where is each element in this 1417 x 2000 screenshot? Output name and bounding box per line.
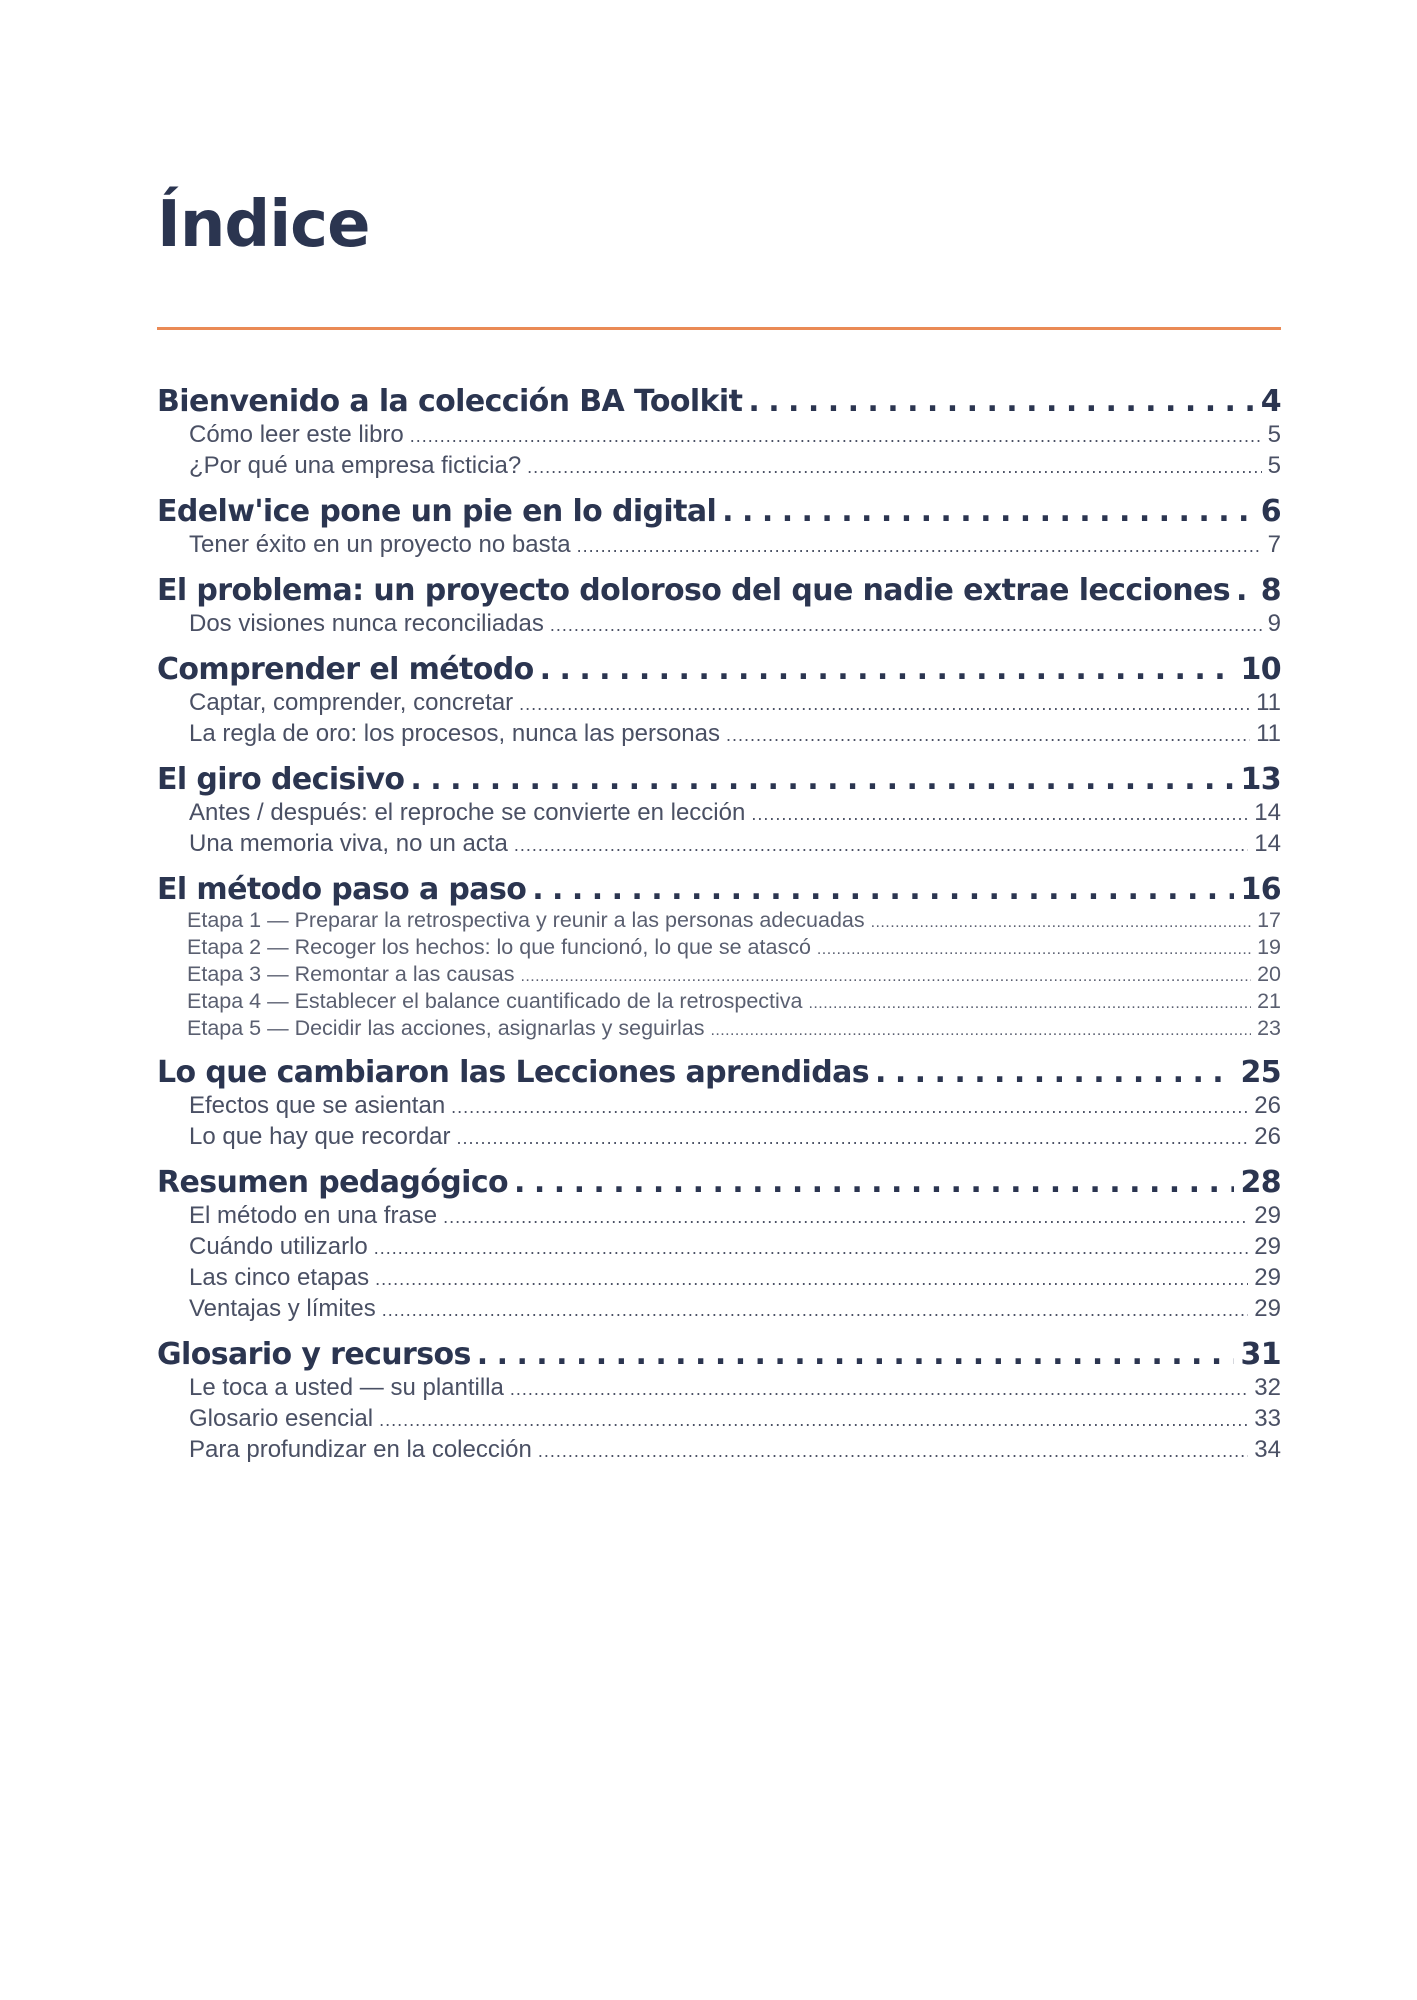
toc-page-number: 29 — [1254, 1233, 1281, 1260]
dot-leader — [871, 908, 1251, 935]
toc-page-number: 4 — [1260, 384, 1281, 419]
toc-subsection-entry[interactable] — [157, 719, 1281, 750]
page-title: Índice — [157, 188, 370, 262]
toc-subsection-entry[interactable] — [157, 609, 1281, 640]
toc-chapter-entry[interactable] — [157, 652, 1281, 688]
toc-subsection-title: Cuándo utilizarlo — [189, 1233, 368, 1260]
toc-subsection-entry[interactable] — [157, 1404, 1281, 1435]
toc-page-number: 34 — [1254, 1436, 1281, 1463]
toc-subsection-title: Cómo leer este libro — [189, 421, 404, 448]
toc-chapter-title: Glosario y recursos — [157, 1337, 471, 1372]
toc-section — [157, 1165, 1281, 1325]
toc-subsection-title: Glosario esencial — [189, 1405, 374, 1432]
toc-chapter-entry[interactable] — [157, 384, 1281, 420]
dot-leader — [519, 688, 1250, 719]
toc-section — [157, 573, 1281, 640]
toc-page-number: 10 — [1240, 652, 1281, 687]
toc-page-number: 29 — [1254, 1295, 1281, 1322]
toc-page-number: 26 — [1254, 1123, 1281, 1150]
dot-leader — [379, 1404, 1248, 1435]
toc-chapter-title: Edelw'ice pone un pie en lo digital — [157, 494, 717, 529]
toc-step-entry[interactable] — [157, 908, 1281, 935]
dot-leader — [451, 1091, 1248, 1122]
toc-section — [157, 1337, 1281, 1466]
title-divider — [157, 327, 1281, 330]
toc-subsection-entry[interactable] — [157, 829, 1281, 860]
toc-subsection-entry[interactable] — [157, 1201, 1281, 1232]
toc-step-title: Etapa 2 — Recoger los hechos: lo que funcionó, lo que se atascó — [187, 935, 811, 959]
toc-section — [157, 494, 1281, 561]
toc-chapter-title: Lo que cambiaron las Lecciones aprendidas — [157, 1055, 869, 1090]
toc-page-number: 5 — [1267, 452, 1281, 479]
dot-leader — [817, 935, 1251, 962]
toc-page-number: 9 — [1267, 610, 1281, 637]
toc-step-entry[interactable] — [157, 962, 1281, 989]
toc-chapter-title: El método paso a paso — [157, 872, 527, 907]
toc-step-entry[interactable] — [157, 1016, 1281, 1043]
toc-subsection-entry[interactable] — [157, 1232, 1281, 1263]
toc-subsection-entry[interactable] — [157, 530, 1281, 561]
toc-chapter-entry[interactable] — [157, 1165, 1281, 1201]
dot-leader — [577, 530, 1262, 561]
toc-subsection-entry[interactable] — [157, 420, 1281, 451]
toc-page-number: 26 — [1254, 1092, 1281, 1119]
toc-subsection-title: La regla de oro: los procesos, nunca las personas — [189, 720, 720, 747]
toc-page-number: 5 — [1267, 421, 1281, 448]
toc-section — [157, 384, 1281, 482]
toc-page-number: 33 — [1254, 1405, 1281, 1432]
toc-step-title: Etapa 4 — Establecer el balance cuantificado de la retrospectiva — [187, 989, 803, 1013]
toc-chapter-entry[interactable] — [157, 573, 1281, 609]
toc-subsection-entry[interactable] — [157, 1122, 1281, 1153]
dot-leader — [1236, 573, 1255, 609]
dot-leader — [410, 420, 1262, 451]
dot-leader — [443, 1201, 1248, 1232]
toc-subsection-entry[interactable] — [157, 1091, 1281, 1122]
toc-chapter-title: Comprender el método — [157, 652, 534, 687]
toc-chapter-entry[interactable] — [157, 494, 1281, 530]
toc-chapter-title: El problema: un proyecto doloroso del que nadie extrae lecciones — [157, 573, 1231, 608]
toc-page-number: 11 — [1256, 689, 1281, 716]
toc-subsection-title: Lo que hay que recordar — [189, 1123, 451, 1150]
toc-page-number: 6 — [1260, 494, 1281, 529]
toc-chapter-entry[interactable] — [157, 762, 1281, 798]
toc-section — [157, 1055, 1281, 1153]
dot-leader — [726, 719, 1250, 750]
toc-subsection-entry[interactable] — [157, 1294, 1281, 1325]
toc-chapter-title: Resumen pedagógico — [157, 1165, 509, 1200]
dot-leader — [751, 798, 1248, 829]
toc-page-number: 29 — [1254, 1264, 1281, 1291]
toc-subsection-title: Una memoria viva, no un acta — [189, 830, 508, 857]
toc-chapter-entry[interactable] — [157, 1055, 1281, 1091]
toc-page-number: 28 — [1240, 1165, 1281, 1200]
toc-page-number: 29 — [1254, 1202, 1281, 1229]
dot-leader — [875, 1055, 1234, 1091]
dot-leader — [410, 762, 1234, 798]
toc-step-title: Etapa 3 — Remontar a las causas — [187, 962, 515, 986]
dot-leader — [510, 1373, 1248, 1404]
toc-subsection-entry[interactable] — [157, 1263, 1281, 1294]
dot-leader — [514, 1165, 1234, 1201]
dot-leader — [748, 384, 1254, 420]
dot-leader — [710, 1016, 1251, 1043]
toc-page-number: 25 — [1240, 1055, 1281, 1090]
toc-subsection-title: Efectos que se asientan — [189, 1092, 446, 1119]
toc-subsection-entry[interactable] — [157, 1435, 1281, 1466]
toc-subsection-title: Las cinco etapas — [189, 1264, 370, 1291]
toc-page-number: 13 — [1240, 762, 1281, 797]
dot-leader — [514, 829, 1248, 860]
dot-leader — [532, 872, 1234, 908]
toc-page-number: 14 — [1254, 799, 1281, 826]
toc-subsection-title: Ventajas y límites — [189, 1295, 376, 1322]
toc-subsection-title: Tener éxito en un proyecto no basta — [189, 531, 571, 558]
toc-page-number: 8 — [1260, 573, 1281, 608]
toc-step-title: Etapa 5 — Decidir las acciones, asignarlas y seguirlas — [187, 1016, 705, 1040]
dot-leader — [382, 1294, 1249, 1325]
toc-page-number: 17 — [1257, 908, 1281, 932]
table-of-contents — [157, 384, 1281, 1478]
toc-subsection-entry[interactable] — [157, 798, 1281, 829]
toc-page-number: 23 — [1257, 1016, 1281, 1040]
toc-page-number: 20 — [1257, 962, 1281, 986]
toc-subsection-title: Le toca a usted — su plantilla — [189, 1374, 504, 1401]
toc-section — [157, 762, 1281, 860]
toc-page-number: 11 — [1256, 720, 1281, 747]
toc-page-number: 21 — [1257, 989, 1281, 1013]
toc-subsection-title: Para profundizar en la colección — [189, 1436, 532, 1463]
toc-page-number: 31 — [1240, 1337, 1281, 1372]
dot-leader — [538, 1435, 1248, 1466]
toc-subsection-title: Dos visiones nunca reconciliadas — [189, 610, 544, 637]
toc-chapter-entry[interactable] — [157, 1337, 1281, 1373]
toc-page-number: 14 — [1254, 830, 1281, 857]
toc-step-entry[interactable] — [157, 935, 1281, 962]
toc-subsection-entry[interactable] — [157, 1373, 1281, 1404]
dot-leader — [722, 494, 1255, 530]
toc-subsection-title: Captar, comprender, concretar — [189, 689, 514, 716]
toc-subsection-entry[interactable] — [157, 688, 1281, 719]
dot-leader — [374, 1232, 1249, 1263]
dot-leader — [527, 451, 1261, 482]
dot-leader — [457, 1122, 1249, 1153]
toc-subsection-entry[interactable] — [157, 451, 1281, 482]
toc-page-number: 32 — [1254, 1374, 1281, 1401]
dot-leader — [375, 1263, 1248, 1294]
toc-subsection-title: El método en una frase — [189, 1202, 438, 1229]
toc-subsection-title: Antes / después: el reproche se convierte en lección — [189, 799, 746, 826]
dot-leader — [477, 1337, 1235, 1373]
toc-step-title: Etapa 1 — Preparar la retrospectiva y reunir a las personas adecuadas — [187, 908, 865, 932]
dot-leader — [520, 962, 1251, 989]
dot-leader — [550, 609, 1262, 640]
dot-leader — [540, 652, 1235, 688]
toc-page-number: 19 — [1257, 935, 1281, 959]
dot-leader — [809, 989, 1252, 1016]
toc-page-number: 7 — [1267, 531, 1281, 558]
toc-section — [157, 652, 1281, 750]
toc-subsection-title: ¿Por qué una empresa ficticia? — [189, 452, 522, 479]
toc-step-entry[interactable] — [157, 989, 1281, 1016]
toc-section — [157, 872, 1281, 1043]
toc-chapter-title: Bienvenido a la colección BA Toolkit — [157, 384, 743, 419]
toc-chapter-title: El giro decisivo — [157, 762, 405, 797]
toc-chapter-entry[interactable] — [157, 872, 1281, 908]
toc-page-number: 16 — [1240, 872, 1281, 907]
